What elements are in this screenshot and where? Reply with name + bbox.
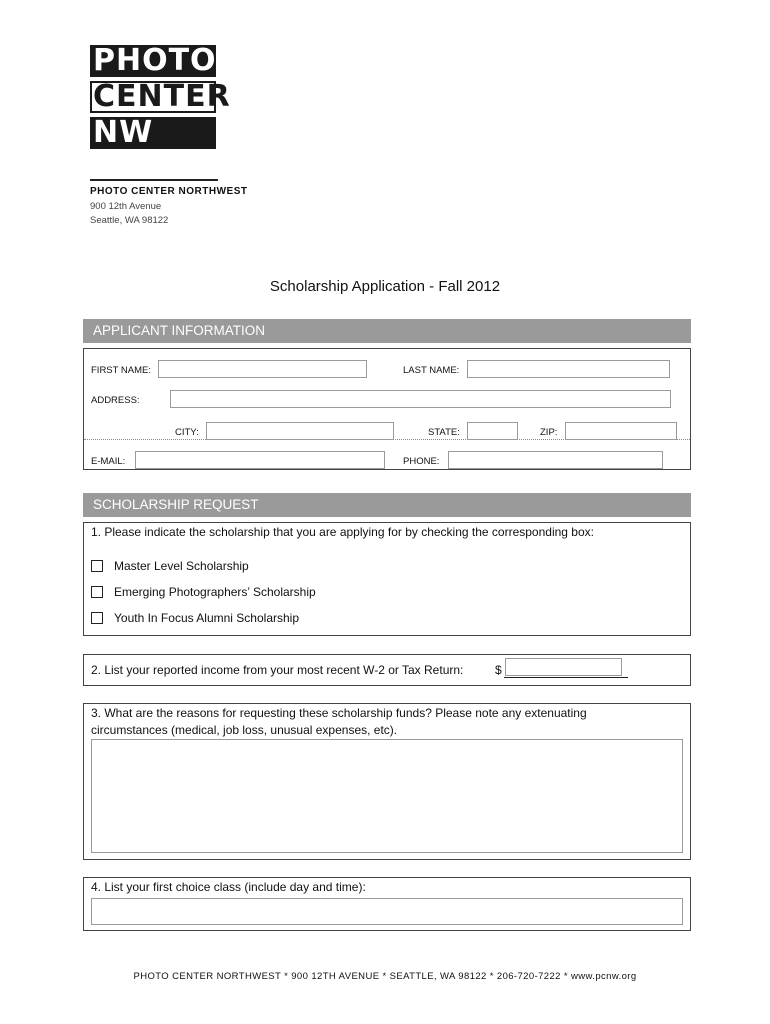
state-label: STATE: xyxy=(428,427,460,438)
income-field[interactable] xyxy=(505,658,622,676)
last-name-label: LAST NAME: xyxy=(403,365,460,376)
first-choice-class-field[interactable] xyxy=(91,898,683,925)
state-field[interactable] xyxy=(467,422,518,440)
first-name-label: FIRST NAME: xyxy=(91,365,151,376)
email-label: E-MAIL: xyxy=(91,456,126,467)
emerging-photographers-label: Emerging Photographers’ Scholarship xyxy=(114,585,316,599)
address-label: ADDRESS: xyxy=(91,395,140,406)
logo-line-center: CENTER xyxy=(90,81,216,113)
emerging-photographers-checkbox[interactable] xyxy=(91,586,103,598)
income-underline xyxy=(504,677,628,678)
phone-label: PHONE: xyxy=(403,456,440,467)
zip-label: ZIP: xyxy=(540,427,558,438)
question-2-text: 2. List your reported income from your most recent W-2 or Tax Return: xyxy=(91,663,464,677)
logo-line-nw: NW xyxy=(90,117,216,149)
question-3-text-line2: circumstances (medical, job loss, unusual expenses, etc). xyxy=(91,723,398,737)
city-field[interactable] xyxy=(206,422,394,440)
request-section-header: SCHOLARSHIP REQUEST xyxy=(83,493,691,517)
last-name-field[interactable] xyxy=(467,360,670,378)
youth-in-focus-checkbox[interactable] xyxy=(91,612,103,624)
master-level-checkbox[interactable] xyxy=(91,560,103,572)
page-title: Scholarship Application - Fall 2012 xyxy=(269,278,501,295)
address-field[interactable] xyxy=(170,390,671,408)
org-address-line2: Seattle, WA 98122 xyxy=(90,215,169,226)
phone-field[interactable] xyxy=(448,451,663,469)
youth-in-focus-label: Youth In Focus Alumni Scholarship xyxy=(114,611,299,625)
applicant-section-header: APPLICANT INFORMATION xyxy=(83,319,691,343)
first-name-field[interactable] xyxy=(158,360,367,378)
question-4-text: 4. List your first choice class (include day and time): xyxy=(91,880,366,894)
question-3-text-line1: 3. What are the reasons for requesting these scholarship funds? Please note any extenuating xyxy=(91,706,587,720)
org-address-line1: 900 12th Avenue xyxy=(90,201,162,212)
email-field[interactable] xyxy=(135,451,385,469)
zip-field[interactable] xyxy=(565,422,677,440)
org-name: PHOTO CENTER NORTHWEST xyxy=(90,186,248,197)
master-level-label: Master Level Scholarship xyxy=(114,559,249,573)
currency-symbol: $ xyxy=(495,663,502,677)
city-label: CITY: xyxy=(175,427,199,438)
question-1-text: 1. Please indicate the scholarship that you are applying for by checking the corresponding box: xyxy=(91,525,594,539)
footer: PHOTO CENTER NORTHWEST * 900 12TH AVENUE * SEATTLE, WA 98122 * 206-720-7222 * www.pcnw.org xyxy=(133,971,637,982)
logo-divider xyxy=(90,179,218,181)
logo-line-photo: PHOTO xyxy=(90,45,216,77)
reasons-textarea[interactable] xyxy=(91,739,683,853)
